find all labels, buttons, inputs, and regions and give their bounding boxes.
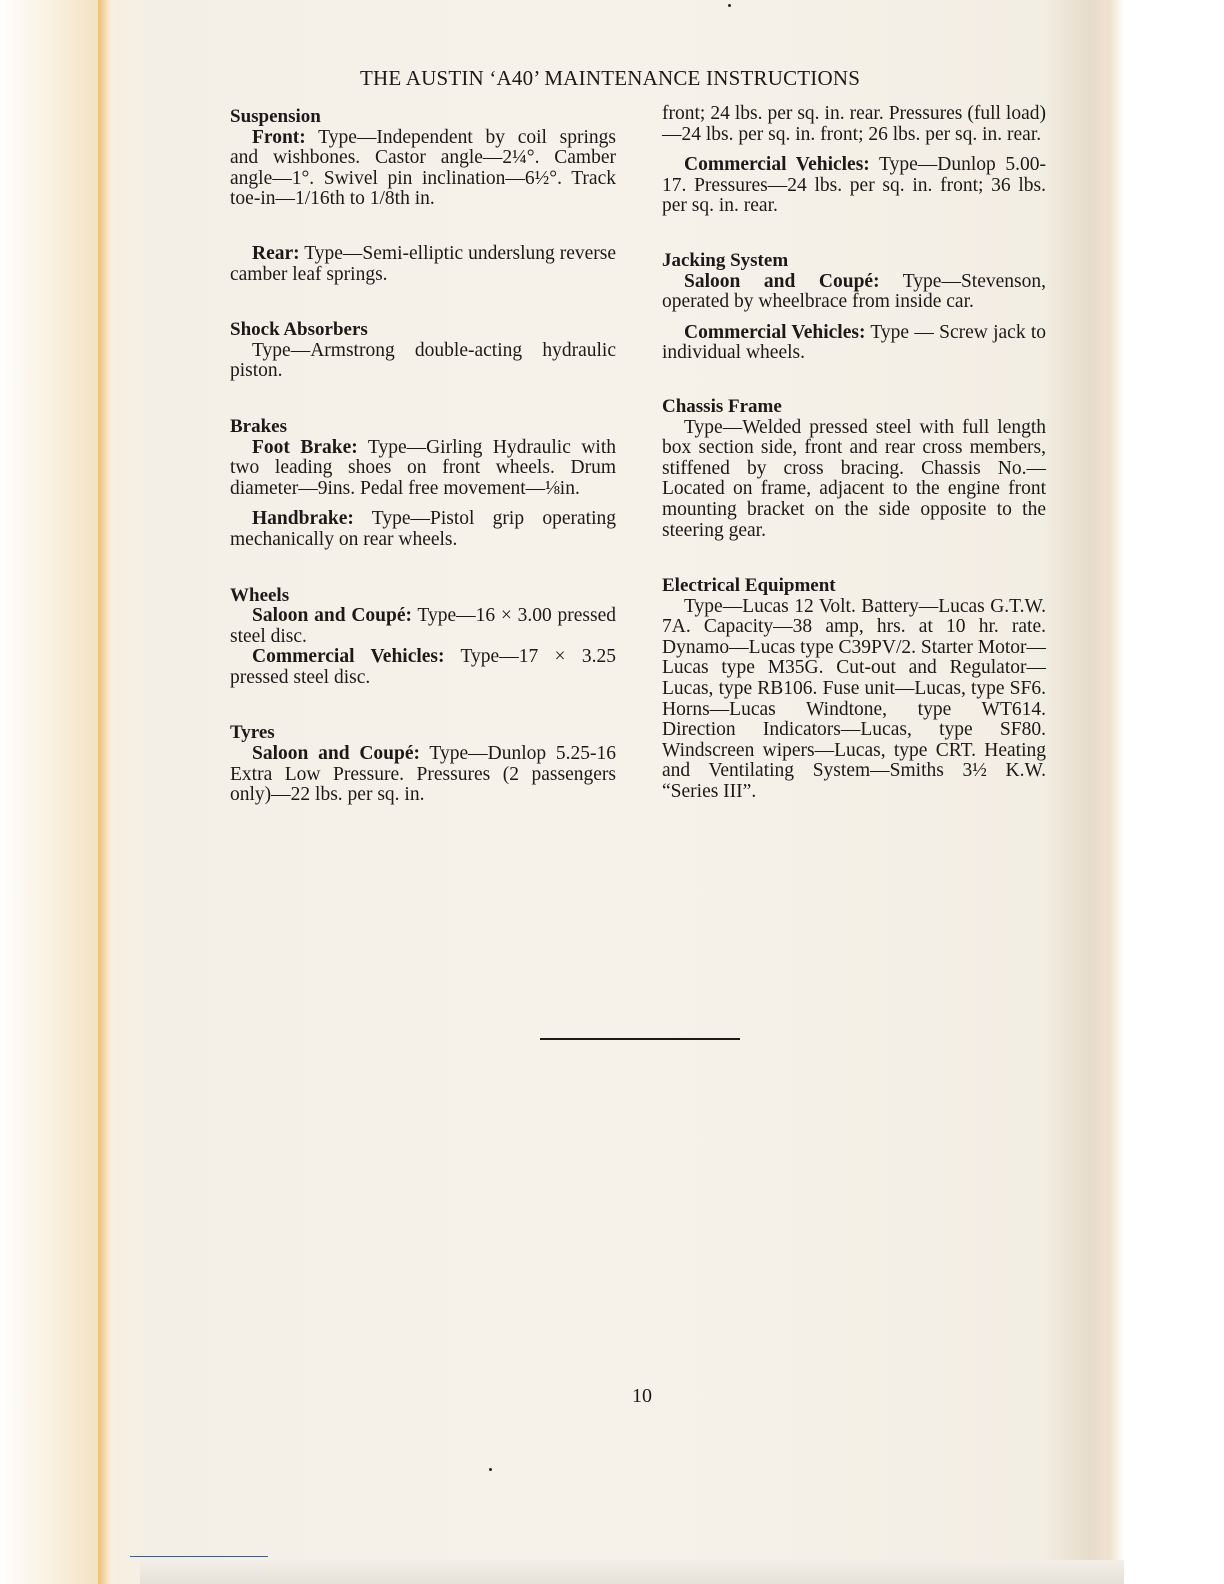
handbrake-label: Handbrake: [252, 508, 354, 530]
tyres-commercial-label: Commercial Vehicles: [684, 154, 870, 176]
tyres-heading: Tyres [230, 722, 275, 744]
wheels-commercial-paragraph [230, 647, 616, 688]
tyres-commercial-paragraph [662, 155, 1046, 217]
chassis-frame-heading: Chassis Frame [662, 395, 782, 417]
print-speck [728, 4, 731, 7]
jacking-saloon-label: Saloon and Coupé: [684, 270, 880, 292]
foot-brake-label: Foot Brake: [252, 436, 358, 458]
suspension-rear-paragraph [230, 244, 616, 285]
tyres-saloon-paragraph [230, 744, 616, 806]
front-text: Type—Independent by coil springs and wishbones. Castor angle—2¼°. Camber angle—1°. Swivel pin inclination—6½°. Track toe-in—1/16th to 1/8th in. [230, 126, 616, 210]
left-column [230, 107, 616, 806]
handbrake-text: Type—Pistol grip operating mechanically on rear wheels. [230, 508, 616, 550]
foot-brake-paragraph [230, 438, 616, 500]
jacking-saloon-paragraph [662, 272, 1046, 313]
tyres-continued-paragraph: front; 24 lbs. per sq. in. rear. Pressures (full load)—24 lbs. per sq. in. front; 26 lbs. per sq. in. rear. [662, 103, 1046, 145]
handbrake-paragraph [230, 509, 616, 550]
wheels-commercial-text: Type—17 × 3.25 pressed steel disc. [230, 646, 617, 688]
page-number: 10 [632, 1385, 652, 1407]
tyres-saloon-label: Saloon and Coupé: [252, 743, 420, 765]
foot-brake-text: Type—Girling Hydraulic with two leading shoes on front wheels. Drum diameter—9ins. Pedal free movement—⅛in. [230, 436, 616, 499]
wheels-saloon-label: Saloon and Coupé: [252, 605, 412, 627]
jacking-saloon-text: Type—Stevenson, operated by wheelbrace from inside car. [662, 270, 1046, 313]
rear-label: Rear: [252, 242, 300, 264]
wheels-commercial-label: Commercial Vehicles: [252, 646, 445, 668]
jacking-system-heading: Jacking System [662, 249, 789, 271]
jacking-commercial-paragraph [662, 323, 1046, 364]
wheels-saloon-text: Type—16 × 3.00 pressed steel disc. [230, 605, 616, 647]
wheels-saloon-paragraph [230, 606, 616, 647]
running-header: THE AUSTIN ‘A40’ MAINTENANCE INSTRUCTIONS [360, 66, 861, 90]
electrical-equipment-heading: Electrical Equipment [662, 575, 836, 597]
shock-absorbers-paragraph: Type—Armstrong double-acting hydraulic piston. [230, 339, 616, 382]
suspension-front-paragraph [230, 128, 616, 210]
jacking-commercial-label: Commercial Vehicles: [684, 321, 866, 343]
electrical-equipment-paragraph: Type—Lucas 12 Volt. Battery—Lucas G.T.W. 7A. Capacity—38 amp, hrs. at 10 hr. rate. Dynamo—Lucas type C39PV/2. Starter Motor—Lucas type M35G. Cut-out and Regulator—Lucas, type RB106. Fuse unit—Lucas, type SF6. Horns—Lucas Windtone, type WT614. Direction Indicators—Lucas, type SF80. Windscreen wipers—Lucas, type CRT. Heating and Ventilating System—Smiths 3½ K.W. “Series III”. [662, 595, 1046, 803]
front-label: Front: [252, 126, 306, 148]
brakes-heading: Brakes [230, 415, 287, 437]
scan-margin-line [130, 1556, 268, 1557]
wheels-heading: Wheels [230, 584, 290, 606]
rear-text: Type—Semi-elliptic underslung reverse camber leaf springs. [230, 242, 616, 285]
print-speck [489, 1468, 492, 1471]
shock-absorbers-heading: Shock Absorbers [230, 319, 368, 341]
tyres-commercial-text: Type—Dunlop 5.00-17. Pressures—24 lbs. per sq. in. front; 36 lbs. per sq. in. rear. [662, 154, 1046, 217]
right-column [662, 104, 1046, 803]
jacking-commercial-text: Type — Screw jack to individual wheels. [662, 321, 1046, 364]
suspension-heading: Suspension [230, 106, 321, 127]
scan-bottom-edge [140, 1560, 1124, 1584]
section-end-rule [540, 1038, 740, 1040]
chassis-frame-paragraph: Type—Welded pressed steel with full length box section side, front and rear cross members, stiffened by cross bracing. Chassis No.—Located on frame, adjacent to the engine front mounting bracket on the side opposite to the steering gear. [662, 416, 1046, 541]
tyres-saloon-text: Type—Dunlop 5.25-16 Extra Low Pressure. Pressures (2 passengers only)—22 lbs. per sq. in. [230, 743, 616, 806]
